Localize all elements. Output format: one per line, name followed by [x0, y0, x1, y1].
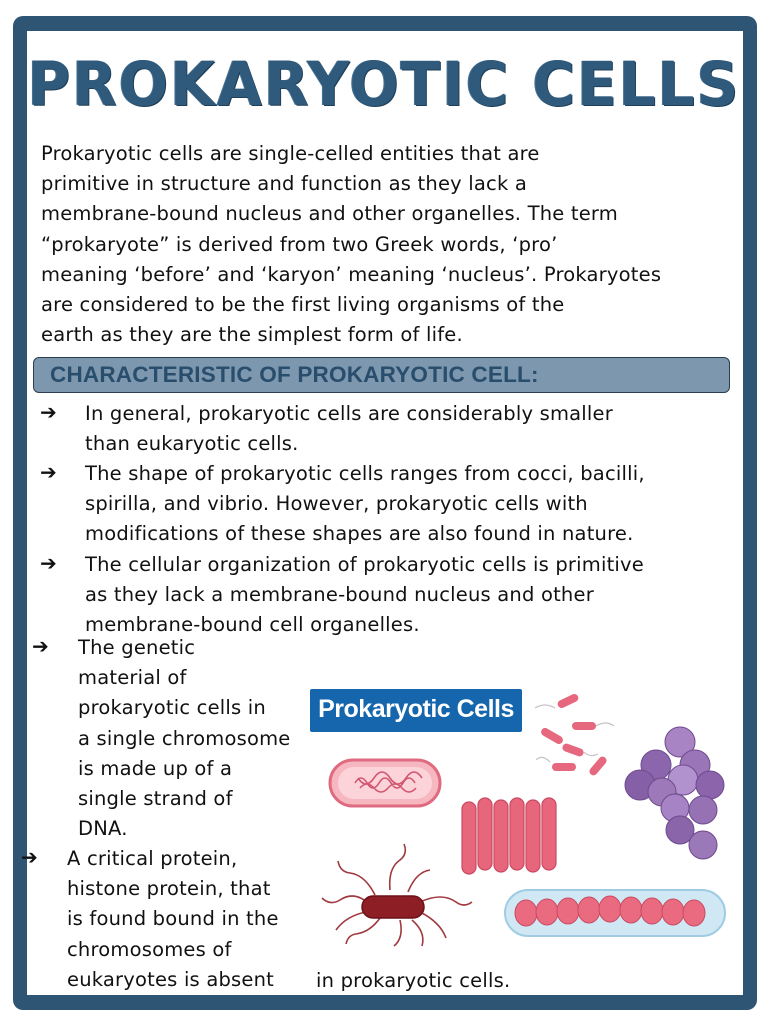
- intro-paragraph: [41, 139, 731, 350]
- section-banner: [33, 357, 730, 393]
- intro-line: membrane-bound nucleus and other organelles. The term: [41, 202, 618, 226]
- page-title: PROKARYOTIC CELLS: [27, 48, 741, 120]
- bacillus-cell-icon: [330, 760, 440, 806]
- flagellated-bacterium-icon: [322, 844, 472, 946]
- bullet-line: a single chromosome: [78, 726, 291, 750]
- bullet-tail: [316, 966, 616, 996]
- illustration-label-badge: [310, 689, 522, 732]
- intro-line: primitive in structure and function as they lack a: [41, 172, 528, 196]
- bullet-line: A critical protein,: [67, 847, 238, 870]
- bullet-item: [85, 399, 745, 459]
- bullet-line: membrane-bound cell organelles.: [85, 613, 420, 637]
- arrow-bullet-icon: ➔: [40, 460, 57, 484]
- bullet-line: is made up of a: [78, 756, 233, 780]
- arrow-bullet-icon: ➔: [40, 551, 57, 575]
- bullet-item: [85, 550, 745, 641]
- cocci-cluster-icon: [625, 727, 724, 859]
- arrow-bullet-icon: ➔: [21, 845, 38, 869]
- bullet-line: single strand of: [78, 787, 233, 811]
- intro-line: meaning ‘before’ and ‘karyon’ meaning ‘nucleus’. Prokaryotes: [41, 262, 662, 286]
- intro-line: are considered to be the first living organisms of the: [41, 293, 565, 317]
- arrow-bullet-icon: ➔: [40, 400, 57, 424]
- bullet-line: spirilla, and vibrio. However, prokaryotic cells with: [85, 492, 588, 516]
- bullet-item: [78, 633, 318, 844]
- bullet-line: eukaryotes is absent: [67, 967, 275, 991]
- intro-line: earth as they are the simplest form of life.: [41, 323, 463, 347]
- section-heading: CHARACTERISTIC OF PROKARYOTIC CELL:: [50, 362, 539, 387]
- bullet-line: prokaryotic cells in: [78, 696, 266, 720]
- bullet-line: as they lack a membrane-bound nucleus and other: [85, 583, 594, 607]
- bullet-item: [67, 844, 317, 995]
- arrow-bullet-icon: ➔: [32, 634, 49, 658]
- bullet-line: In general, prokaryotic cells are considerably smaller: [85, 402, 613, 425]
- illustration-label: Prokaryotic Cells: [318, 695, 514, 723]
- vibrio-cells-icon: [535, 693, 614, 777]
- streptococcus-chain-icon: [505, 890, 725, 936]
- bullet-line: The cellular organization of prokaryotic cells is primitive: [85, 553, 644, 576]
- bullet-line: histone protein, that: [67, 877, 271, 901]
- intro-line: “prokaryote” is derived from two Greek words, ‘pro’: [41, 232, 558, 256]
- bullet-item: [85, 459, 745, 550]
- bullet-line: modifications of these shapes are also found in nature.: [85, 522, 634, 546]
- bullet-line: The shape of prokaryotic cells ranges from cocci, bacilli,: [85, 462, 645, 485]
- bullet-line: than eukaryotic cells.: [85, 432, 299, 456]
- bullet-line: DNA.: [78, 817, 128, 841]
- bullet-line: chromosomes of: [67, 937, 232, 961]
- bullet-line: material of: [78, 666, 187, 690]
- intro-line: Prokaryotic cells are single-celled entities that are: [41, 142, 540, 165]
- bullet-line: in prokaryotic cells.: [316, 969, 511, 992]
- palisade-bacilli-icon: [462, 798, 556, 874]
- bullet-line: is found bound in the: [67, 907, 279, 931]
- bullet-line: The genetic: [78, 636, 196, 659]
